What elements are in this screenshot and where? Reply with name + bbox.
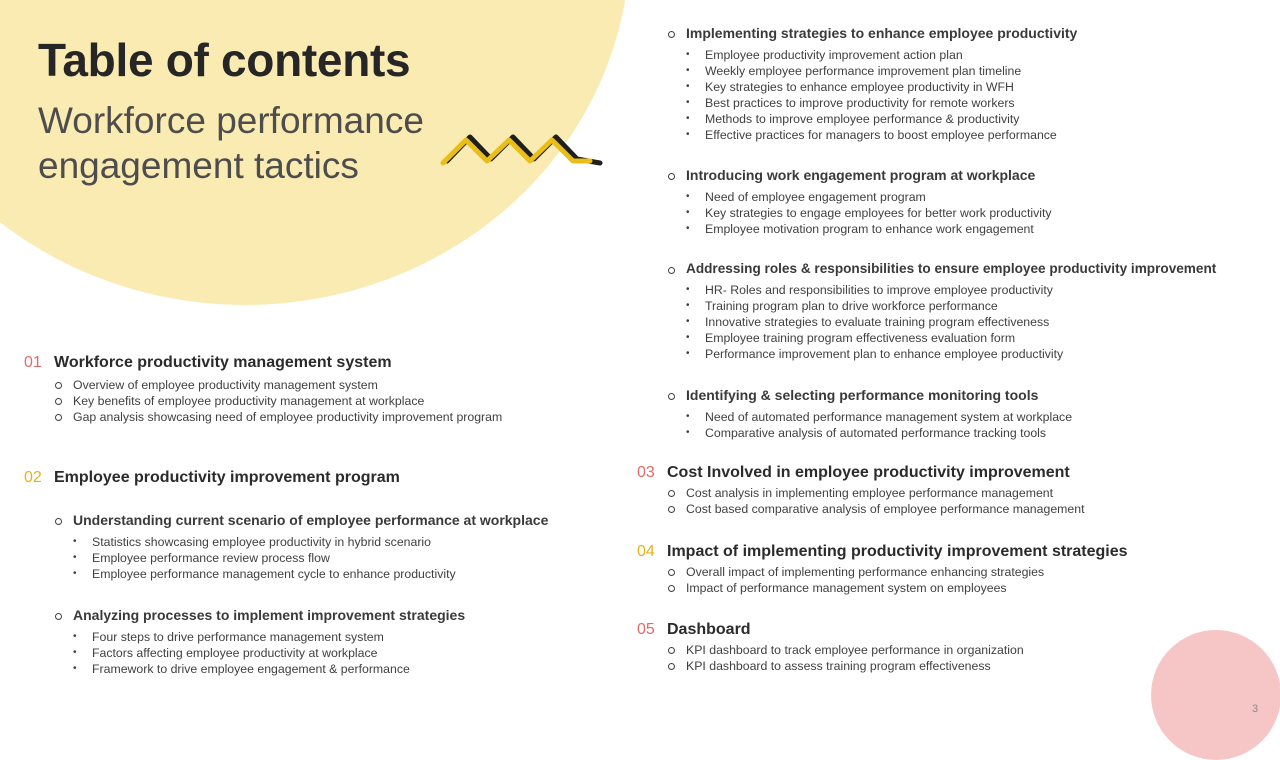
subsection-items [686,47,1077,143]
section-number: 01 [24,354,42,371]
list-item: • Employee motivation program to enhance work engagement [686,221,1052,237]
section-items [667,485,1085,517]
list-item: • Factors affecting employee productivity at workplace [73,645,465,661]
subsection-items [686,189,1052,237]
section-title: Cost Involved in employee productivity improvement [667,464,1070,481]
list-item: Overview of employee productivity management system [54,377,502,393]
list-item: Overall impact of implementing performance enhancing strategies [667,564,1128,580]
subsection-roles-responsibilities [667,261,1216,362]
section-title: Impact of implementing productivity improvement strategies [667,543,1128,560]
section-header [637,464,1085,482]
subsection-items [73,629,465,677]
section-number: 02 [24,469,42,486]
page-title: Table of contents [38,34,411,86]
list-item: • Employee training program effectiveness evaluation form [686,330,1216,346]
list-item: • HR- Roles and responsibilities to improve employee productivity [686,282,1216,298]
section-items [54,377,502,425]
list-item: • Key strategies to engage employees for better work productivity [686,205,1052,221]
list-item: • Training program plan to drive workforce performance [686,298,1216,314]
list-item: • Comparative analysis of automated performance tracking tools [686,425,1072,441]
subsection-title: Implementing strategies to enhance employee productivity [686,25,1078,41]
section-header [637,543,1128,561]
section-title: Employee productivity improvement program [54,469,400,486]
subsection-implementing-strategies [667,25,1077,143]
decorative-pink-circle [1151,630,1280,760]
subsection-title: Identifying & selecting performance monitoring tools [686,387,1039,403]
section-04 [637,543,1128,596]
subsection-items [73,534,548,582]
list-item: • Employee performance management cycle to enhance productivity [73,566,548,582]
section-items [667,642,1024,674]
list-item: • Performance improvement plan to enhance employee productivity [686,346,1216,362]
list-item: • Weekly employee performance improvement plan timeline [686,63,1077,79]
page-subtitle: Workforce performance engagement tactics [38,100,424,186]
section-items [667,564,1128,596]
list-item: Cost based comparative analysis of employee performance management [667,501,1085,517]
subsection-title: Understanding current scenario of employee performance at workplace [73,512,549,528]
section-header [637,621,1024,639]
section-number: 04 [637,543,655,560]
subsection-title: Analyzing processes to implement improvement strategies [73,607,466,623]
list-item: Cost analysis in implementing employee performance management [667,485,1085,501]
subsection-monitoring-tools [667,387,1072,441]
list-item: • Effective practices for managers to boost employee performance [686,127,1077,143]
section-header [24,469,400,487]
section-05 [637,621,1024,674]
list-item: • Employee productivity improvement action plan [686,47,1077,63]
section-number: 05 [637,621,655,638]
subsection-current-scenario [54,512,548,582]
list-item: • Need of automated performance management system at workplace [686,409,1072,425]
list-item: • Best practices to improve productivity for remote workers [686,95,1077,111]
list-item: • Methods to improve employee performance & productivity [686,111,1077,127]
list-item: • Innovative strategies to evaluate training program effectiveness [686,314,1216,330]
list-item: Key benefits of employee productivity management at workplace [54,393,502,409]
list-item: • Statistics showcasing employee productivity in hybrid scenario [73,534,548,550]
zigzag-decoration-icon [440,130,605,170]
section-title: Workforce productivity management system [54,354,392,371]
list-item: KPI dashboard to assess training program effectiveness [667,658,1024,674]
list-item: • Four steps to drive performance management system [73,629,465,645]
subsection-items [686,282,1216,362]
section-03 [637,464,1085,517]
section-number: 03 [637,464,655,481]
list-item: Gap analysis showcasing need of employee productivity improvement program [54,409,502,425]
subsection-title: Introducing work engagement program at workplace [686,167,1036,183]
list-item: Impact of performance management system on employees [667,580,1128,596]
list-item: • Employee performance review process flow [73,550,548,566]
section-02 [24,469,400,487]
section-header [24,354,502,372]
page-number: 3 [1252,703,1259,715]
subsection-work-engagement [667,167,1052,237]
list-item: KPI dashboard to track employee performance in organization [667,642,1024,658]
subsection-analyzing-processes [54,607,465,677]
subsection-items [686,409,1072,441]
list-item: • Key strategies to enhance employee productivity in WFH [686,79,1077,95]
list-item: • Need of employee engagement program [686,189,1052,205]
section-title: Dashboard [667,621,751,638]
subsection-title: Addressing roles & responsibilities to ensure employee productivity improvement [686,261,1217,276]
section-01 [24,354,502,425]
list-item: • Framework to drive employee engagement & performance [73,661,465,677]
